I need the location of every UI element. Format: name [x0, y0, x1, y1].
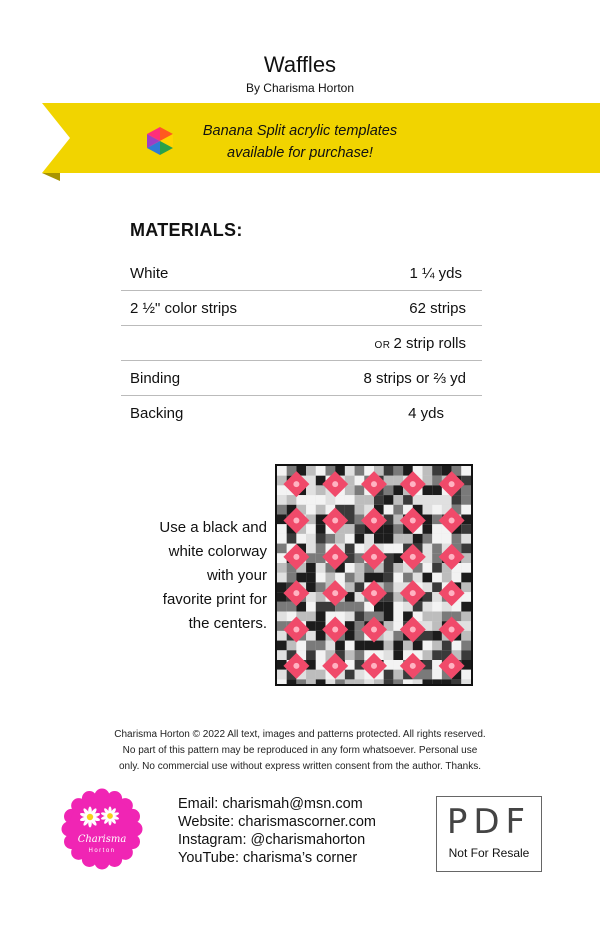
quilt-patch — [461, 544, 471, 554]
quilt-patch — [306, 485, 316, 495]
quilt-patch — [277, 505, 287, 515]
quilt-patch — [442, 679, 452, 684]
quilt-patch — [461, 670, 471, 680]
quilt-patch — [384, 563, 394, 573]
quilt-patch — [423, 573, 433, 583]
quilt-patch — [384, 495, 394, 505]
quilt-center-print — [332, 481, 338, 487]
materials-row — [121, 361, 482, 396]
quilt-patch — [393, 466, 403, 476]
quilt-patch — [461, 582, 471, 592]
quilt-patch — [355, 563, 365, 573]
quilt-patch — [461, 505, 471, 515]
quilt-patch — [345, 563, 355, 573]
quilt-patch — [393, 602, 403, 612]
quilt-patch — [442, 495, 452, 505]
contact-instagram[interactable]: Instagram: @charismahorton — [178, 832, 366, 848]
quilt-patch — [306, 563, 316, 573]
quilt-patch — [335, 573, 345, 583]
quilt-patch — [335, 679, 345, 684]
quilt-patch — [277, 466, 287, 476]
material-label: Binding — [130, 370, 181, 387]
quilt-center-print — [371, 590, 377, 596]
quilt-patch — [345, 505, 355, 515]
logo-name-line-1: Charisma — [77, 834, 127, 845]
quilt-patch — [423, 602, 433, 612]
quilt-patch — [393, 495, 403, 505]
quilt-image — [275, 464, 473, 686]
quilt-patch — [432, 573, 442, 583]
quilt-patch — [345, 466, 355, 476]
quilt-patch — [393, 679, 403, 684]
quilt-patch — [277, 544, 287, 554]
quilt-center-print — [410, 518, 416, 524]
quilt-patch — [423, 544, 433, 554]
colorway-line: white colorway — [168, 543, 267, 560]
quilt-patch — [306, 612, 316, 622]
quilt-patch — [355, 612, 365, 622]
quilt-patch — [364, 495, 374, 505]
quilt-patch — [393, 631, 403, 641]
quilt-patch — [355, 505, 365, 515]
quilt-patch — [316, 544, 326, 554]
quilt-center-print — [293, 481, 299, 487]
quilt-patch — [413, 641, 423, 651]
quilt-patch — [393, 612, 403, 622]
quilt-patch — [316, 582, 326, 592]
quilt-center-print — [449, 518, 455, 524]
quilt-patch — [461, 495, 471, 505]
quilt-patch — [287, 495, 297, 505]
quilt-patch — [355, 466, 365, 476]
quilt-patch — [423, 582, 433, 592]
quilt-patch — [452, 495, 462, 505]
quilt-patch — [374, 641, 384, 651]
quilt-patch — [355, 485, 365, 495]
quilt-patch — [345, 534, 355, 544]
quilt-patch — [384, 505, 394, 515]
quilt-patch — [403, 679, 413, 684]
material-amount — [374, 335, 466, 352]
quilt-patch — [461, 485, 471, 495]
quilt-patch — [316, 485, 326, 495]
quilt-patch — [316, 641, 326, 651]
quilt-patch — [355, 631, 365, 641]
colorway-line: favorite print for — [162, 591, 267, 608]
pattern-byline: By Charisma Horton — [245, 81, 355, 95]
quilt-patch — [393, 544, 403, 554]
quilt-patch — [306, 534, 316, 544]
quilt-patch — [384, 485, 394, 495]
quilt-center-print — [293, 663, 299, 669]
colorway-note — [120, 516, 267, 636]
quilt-center-print — [410, 481, 416, 487]
quilt-patch — [403, 534, 413, 544]
quilt-center-print — [332, 590, 338, 596]
quilt-patch — [423, 631, 433, 641]
quilt-patch — [345, 631, 355, 641]
contact-info — [178, 795, 376, 867]
quilt-patch — [461, 641, 471, 651]
quilt-patch — [364, 679, 374, 684]
quilt-patch — [423, 679, 433, 684]
quilt-patch — [355, 670, 365, 680]
quilt-patch — [432, 563, 442, 573]
quilt-patch — [413, 495, 423, 505]
materials-row — [121, 396, 482, 430]
quilt-patch — [384, 650, 394, 660]
quilt-patch — [393, 582, 403, 592]
quilt-patch — [461, 679, 471, 684]
quilt-patch — [423, 485, 433, 495]
quilt-patch — [277, 670, 287, 680]
quilt-patch — [287, 573, 297, 583]
quilt-patch — [306, 466, 316, 476]
quilt-center-print — [449, 554, 455, 560]
quilt-patch — [345, 495, 355, 505]
quilt-patch — [423, 505, 433, 515]
quilt-patch — [364, 641, 374, 651]
quilt-center-print — [449, 481, 455, 487]
material-label: 2 ½" color strips — [130, 300, 238, 317]
quilt-patch — [296, 495, 306, 505]
quilt-patch — [326, 679, 336, 684]
quilt-patch — [423, 495, 433, 505]
materials-row — [121, 291, 482, 326]
quilt-patch — [393, 534, 403, 544]
quilt-patch — [287, 679, 297, 684]
logo-name-line-2: Horton — [88, 848, 116, 854]
quilt-patch — [316, 670, 326, 680]
quilt-patch — [393, 573, 403, 583]
quilt-patch — [452, 641, 462, 651]
quilt-patch — [403, 573, 413, 583]
quilt-patch — [461, 573, 471, 583]
quilt-patch — [277, 641, 287, 651]
quilt-center-print — [293, 554, 299, 560]
material-amount: 8 strips or ⅔ yd — [363, 370, 466, 387]
quilt-patch — [316, 602, 326, 612]
quilt-patch — [277, 631, 287, 641]
quilt-patch — [384, 612, 394, 622]
quilt-patch — [316, 466, 326, 476]
quilt-center-print — [371, 481, 377, 487]
quilt-patch — [393, 670, 403, 680]
quilt-patch — [413, 573, 423, 583]
quilt-patch — [345, 650, 355, 660]
quilt-patch — [432, 602, 442, 612]
colorway-line: with your — [206, 567, 267, 584]
quilt-patch — [432, 670, 442, 680]
pattern-title: Waffles — [263, 52, 337, 77]
quilt-center-print — [332, 554, 338, 560]
quilt-patch — [355, 650, 365, 660]
quilt-center-print — [371, 627, 377, 633]
quilt-patch — [364, 534, 374, 544]
copyright-line: Charisma Horton © 2022 All text, images and patterns protected. All rights reserved. — [114, 729, 486, 740]
quilt-patch — [316, 563, 326, 573]
quilt-patch — [277, 524, 287, 534]
banner-text — [170, 120, 430, 164]
quilt-patch — [403, 641, 413, 651]
quilt-patch — [326, 534, 336, 544]
quilt-patch — [306, 670, 316, 680]
quilt-center-print — [410, 554, 416, 560]
quilt-patch — [442, 573, 452, 583]
quilt-patch — [277, 563, 287, 573]
quilt-patch — [306, 602, 316, 612]
quilt-patch — [277, 679, 287, 684]
quilt-patch — [432, 582, 442, 592]
quilt-patch — [384, 573, 394, 583]
quilt-patch — [432, 466, 442, 476]
quilt-patch — [306, 641, 316, 651]
quilt-patch — [345, 544, 355, 554]
quilt-patch — [316, 573, 326, 583]
colorway-line: Use a black and — [159, 519, 267, 536]
quilt-center-print — [371, 554, 377, 560]
quilt-patch — [384, 641, 394, 651]
quilt-patch — [432, 641, 442, 651]
materials-row — [121, 256, 482, 291]
quilt-patch — [432, 505, 442, 515]
quilt-patch — [277, 495, 287, 505]
quilt-patch — [374, 534, 384, 544]
materials-row — [121, 326, 482, 361]
quilt-patch — [393, 641, 403, 651]
quilt-patch — [277, 573, 287, 583]
quilt-patch — [432, 631, 442, 641]
quilt-patch — [432, 495, 442, 505]
quilt-patch — [296, 641, 306, 651]
material-label: White — [130, 265, 169, 282]
quilt-patch — [335, 641, 345, 651]
quilt-patch — [461, 466, 471, 476]
quilt-patch — [345, 602, 355, 612]
quilt-patch — [364, 573, 374, 583]
quilt-patch — [326, 641, 336, 651]
pdf-label: PDF — [446, 802, 532, 842]
quilt-patch — [355, 573, 365, 583]
quilt-patch — [345, 679, 355, 684]
quilt-patch — [393, 524, 403, 534]
quilt-patch — [384, 679, 394, 684]
quilt-patch — [432, 485, 442, 495]
quilt-patch — [287, 641, 297, 651]
quilt-patch — [461, 563, 471, 573]
quilt-patch — [423, 534, 433, 544]
quilt-patch — [326, 495, 336, 505]
quilt-patch — [423, 650, 433, 660]
quilt-patch — [306, 524, 316, 534]
colorway-line: the centers. — [188, 615, 267, 632]
quilt-patch — [355, 495, 365, 505]
quilt-patch — [384, 670, 394, 680]
quilt-center-print — [332, 518, 338, 524]
quilt-patch — [345, 485, 355, 495]
material-amount: 62 strips — [409, 300, 466, 317]
quilt-patch — [423, 612, 433, 622]
quilt-patch — [442, 641, 452, 651]
quilt-patch — [306, 582, 316, 592]
quilt-patch — [374, 495, 384, 505]
quilt-patch — [432, 544, 442, 554]
quilt-patch — [393, 563, 403, 573]
quilt-patch — [384, 631, 394, 641]
quilt-patch — [316, 534, 326, 544]
quilt-center-print — [371, 663, 377, 669]
quilt-center-print — [293, 590, 299, 596]
quilt-patch — [374, 679, 384, 684]
quilt-patch — [461, 650, 471, 660]
or-label: OR — [374, 340, 391, 351]
quilt-patch — [326, 573, 336, 583]
quilt-patch — [461, 631, 471, 641]
quilt-center-print — [449, 627, 455, 633]
quilt-patch — [306, 650, 316, 660]
quilt-center-print — [410, 663, 416, 669]
quilt-patch — [384, 602, 394, 612]
quilt-center-print — [332, 663, 338, 669]
quilt-patch — [306, 505, 316, 515]
banner-line-2: available for purchase! — [227, 145, 373, 161]
quilt-patch — [461, 612, 471, 622]
quilt-patch — [423, 641, 433, 651]
copyright-notice — [40, 727, 560, 775]
quilt-patch — [432, 524, 442, 534]
quilt-patch — [452, 679, 462, 684]
pdf-stamp — [436, 796, 542, 872]
quilt-patch — [316, 631, 326, 641]
material-label: Backing — [130, 405, 184, 422]
quilt-patch — [423, 524, 433, 534]
quilt-patch — [423, 563, 433, 573]
quilt-center-print — [371, 518, 377, 524]
quilt-patch — [384, 524, 394, 534]
quilt-patch — [355, 679, 365, 684]
quilt-patch — [345, 582, 355, 592]
quilt-patch — [384, 534, 394, 544]
quilt-patch — [345, 641, 355, 651]
contact-email[interactable]: Email: charismah@msn.com — [178, 796, 363, 812]
quilt-patch — [355, 641, 365, 651]
quilt-patch — [384, 582, 394, 592]
black-white-pink-quilt-image — [277, 466, 471, 684]
quilt-patch — [413, 534, 423, 544]
quilt-patch — [287, 534, 297, 544]
quilt-patch — [432, 650, 442, 660]
quilt-patch — [355, 544, 365, 554]
quilt-patch — [335, 534, 345, 544]
material-amount-text: 2 strip rolls — [393, 335, 466, 352]
copyright-line: No part of this pattern may be reproduced in any form whatsoever. Personal use — [122, 745, 478, 756]
quilt-patch — [316, 505, 326, 515]
quilt-patch — [306, 679, 316, 684]
quilt-patch — [306, 544, 316, 554]
quilt-patch — [277, 612, 287, 622]
quilt-patch — [461, 524, 471, 534]
quilt-patch — [374, 573, 384, 583]
quilt-patch — [316, 612, 326, 622]
quilt-patch — [296, 679, 306, 684]
quilt-patch — [277, 534, 287, 544]
quilt-patch — [345, 573, 355, 583]
material-amount: 4 yds — [408, 405, 444, 422]
quilt-patch — [452, 573, 462, 583]
quilt-patch — [277, 582, 287, 592]
quilt-patch — [452, 534, 462, 544]
quilt-patch — [461, 602, 471, 612]
quilt-center-print — [332, 627, 338, 633]
quilt-patch — [393, 485, 403, 495]
quilt-center-print — [293, 627, 299, 633]
quilt-patch — [384, 466, 394, 476]
quilt-patch — [316, 495, 326, 505]
quilt-patch — [355, 582, 365, 592]
quilt-patch — [432, 612, 442, 622]
quilt-patch — [277, 485, 287, 495]
not-for-resale-label: Not For Resale — [448, 846, 530, 860]
quilt-patch — [384, 544, 394, 554]
quilt-patch — [432, 534, 442, 544]
quilt-patch — [306, 631, 316, 641]
quilt-patch — [277, 602, 287, 612]
quilt-patch — [316, 524, 326, 534]
quilt-patch — [277, 650, 287, 660]
quilt-patch — [413, 679, 423, 684]
quilt-center-print — [410, 627, 416, 633]
quilt-patch — [403, 495, 413, 505]
quilt-patch — [393, 505, 403, 515]
material-amount: 1 ¼ yds — [409, 265, 462, 282]
quilt-patch — [355, 524, 365, 534]
quilt-patch — [316, 650, 326, 660]
quilt-patch — [316, 679, 326, 684]
quilt-patch — [306, 495, 316, 505]
quilt-center-print — [449, 590, 455, 596]
quilt-patch — [296, 534, 306, 544]
quilt-patch — [423, 670, 433, 680]
contact-website[interactable]: Website: charismascorner.com — [178, 814, 376, 830]
quilt-patch — [432, 679, 442, 684]
quilt-patch — [423, 466, 433, 476]
copyright-line: only. No commercial use without express written consent from the author. Thanks. — [118, 761, 482, 772]
contact-youtube[interactable]: YouTube: charisma’s corner — [178, 850, 358, 866]
charisma-horton-logo — [60, 787, 144, 871]
quilt-patch — [345, 670, 355, 680]
quilt-patch — [461, 534, 471, 544]
quilt-patch — [345, 612, 355, 622]
quilt-center-print — [410, 590, 416, 596]
quilt-patch — [306, 573, 316, 583]
banner-line-1: Banana Split acrylic templates — [202, 123, 398, 139]
quilt-patch — [345, 524, 355, 534]
materials-table — [121, 256, 482, 430]
materials-heading: MATERIALS: — [130, 220, 243, 240]
quilt-patch — [393, 650, 403, 660]
quilt-center-print — [449, 663, 455, 669]
quilt-patch — [296, 573, 306, 583]
quilt-patch — [442, 534, 452, 544]
quilt-patch — [355, 602, 365, 612]
quilt-patch — [355, 534, 365, 544]
quilt-patch — [335, 495, 345, 505]
quilt-center-print — [293, 518, 299, 524]
